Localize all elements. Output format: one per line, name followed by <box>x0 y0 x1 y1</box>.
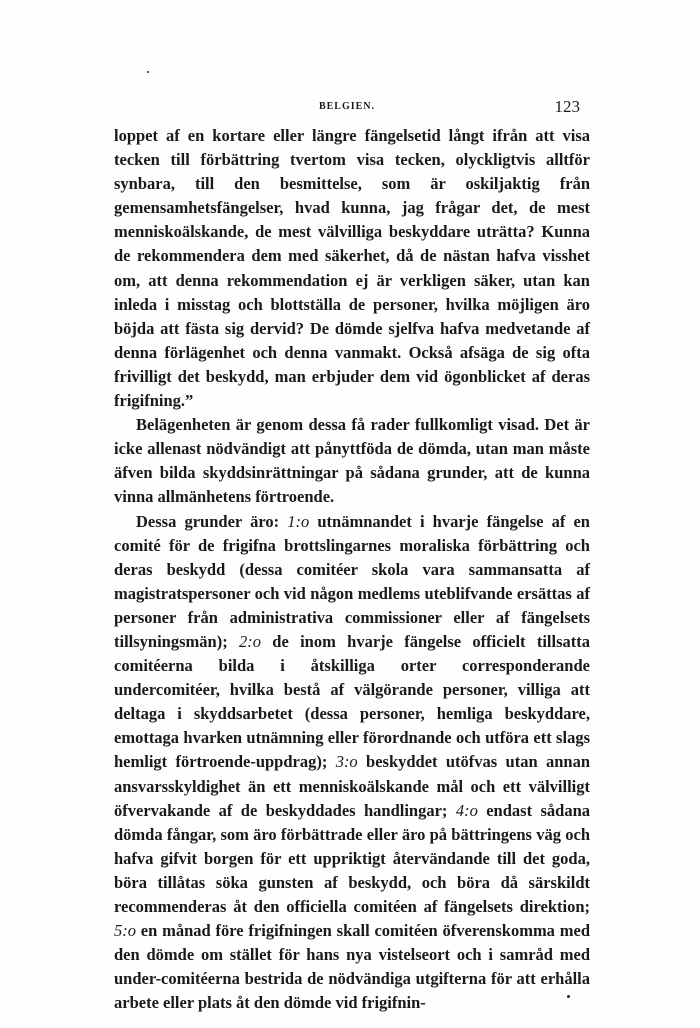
ink-speck-mark <box>567 995 570 998</box>
body-text <box>114 124 590 1015</box>
ordinal-marker: 2:o <box>239 631 261 651</box>
ordinal-marker: 5:o <box>114 921 136 941</box>
text-segment: Dessa grunder äro: <box>136 511 288 531</box>
ordinal-marker: 4:o <box>455 800 478 820</box>
paragraph <box>114 124 590 413</box>
paragraph <box>114 413 590 509</box>
ordinal-marker: 3:o <box>335 752 358 772</box>
page-number: 123 <box>554 97 580 116</box>
text-segment: Belägenheten är genom dessa få rader fullkomligt visad. Det är icke allenast nödvändigt att pånyttföda de dömda, utan man måste äfven bilda skyddsinrättningar på sådana grunder, att de kunna vinna allmänhetens förtroende. <box>114 415 590 507</box>
text-segment: en månad före frigifningen skall comitéen öfverenskomma med den dömde om stället för hans nya vistelseort och i samråd med under-comitéerna bestrida de nödvändiga utgifterna för att erhålla arbete eller plats åt den dömde vid frigifnin- <box>114 921 590 1013</box>
text-segment: endast sådana dömda fångar, som äro förbättrade eller äro på bättringens väg och hafva gifvit borgen för ett uppriktigt återvändande till det goda, böra tillåtas söka gunsten af beskydd, och böra då särskildt recommenderas åt den officiella comitéen af fängelsets direktion; <box>114 800 590 916</box>
ordinal-marker: 1:o <box>287 511 310 531</box>
paragraph <box>114 510 590 1016</box>
page-header <box>114 97 580 117</box>
text-segment: beskyddet utöfvas utan annan ansvarsskyldighet än ett menniskoälskande mål och ett välvilligt öfvervakande af de beskyddades handlingar; <box>114 752 591 820</box>
text-segment: utnämnandet i hvarje fängelse af en comité för de frigifna brottslingarnes moraliska förbättring och deras beskydd (dessa comitéer skola vara sammansatta af magistratspersoner och vid någon medlems uteblifvande ersättas af personer från administrativa commissioner eller af fängelsets tillsyningsmän); <box>114 511 590 651</box>
running-title: BELGIEN. <box>318 101 376 112</box>
ink-speck-mark <box>147 71 149 73</box>
text-segment: de inom hvarje fängelse officielt tillsatta comitéerna bilda i åtskilliga orter corresponderande undercomitéer, hvilka bestå af välgörande personer, villiga att deltaga i skyddsarbetet (dessa personer, hemliga beskyddare, emottaga hvarken utnämning eller förordnande och utföra ett slags hemligt förtroende-uppdrag); <box>114 631 590 772</box>
text-segment: loppet af en kortare eller längre fängelsetid långt ifrån att visa tecken till förbättring tvertom visa tecken, olyckligtvis alltför synbara, till den besmittelse, som är oskiljaktig från gemensamhetsfängelser, hvad kunna, jag frågar det, de mest menniskoälskande, de mest välvilliga beskyddare uträtta? Kunna de rekommendera dem med säkerhet, då de nästan hafva visshet om, att denna rekommendation ej är verkligen säker, utan kan inleda i misstag och blottställa de personer, hvilka möjligen äro böjda att fästa sig dervid? De dömde sjelfva hafva medvetande af denna förlägenhet och denna vanmakt. Också afsäga de sig ofta frivilligt det beskydd, man erbjuder dem vid ögonblicket af deras frigifning.” <box>114 126 590 411</box>
